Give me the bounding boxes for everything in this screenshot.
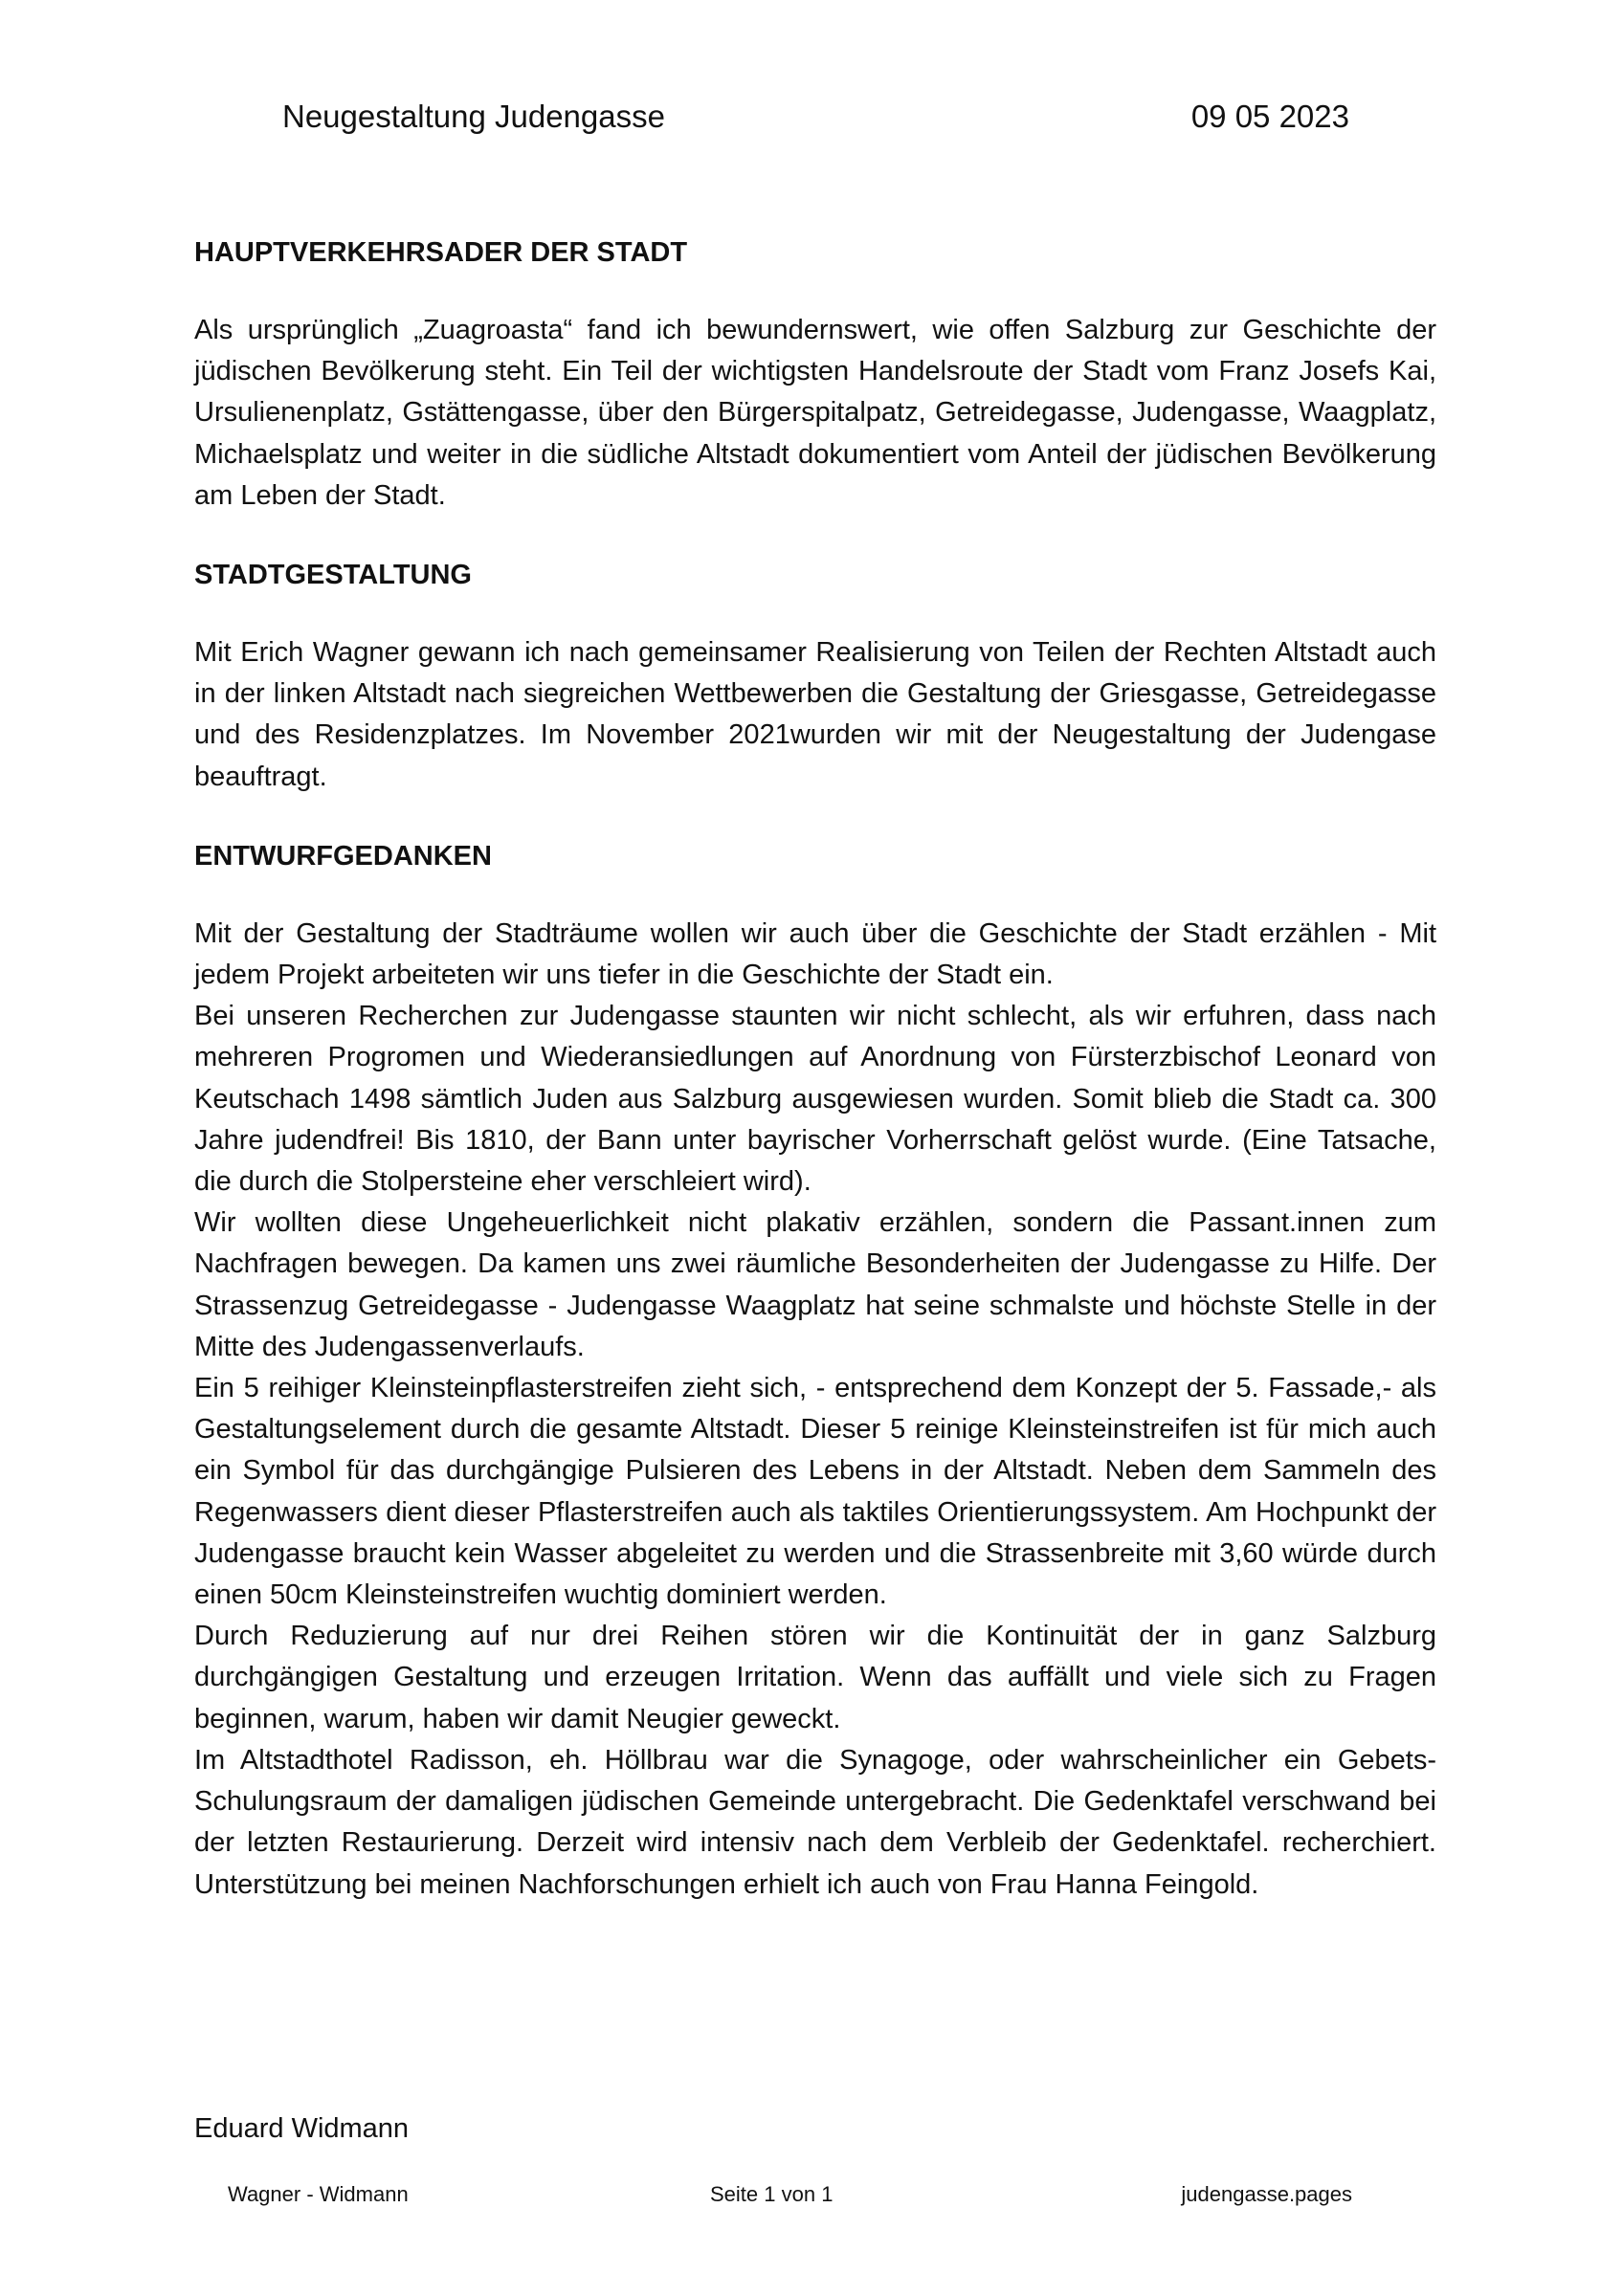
paragraph: Mit der Gestaltung der Stadträume wollen wir auch über die Geschichte der Stadt erzählen - Mit jedem Projekt arbeiteten wir uns tiefer in die Geschichte der Stadt ein. — [194, 917, 1436, 991]
paragraph: Im Altstadthotel Radisson, eh. Höllbrau war die Synagoge, oder wahrscheinlicher ein Gebets- Schulungsraum der damaligen jüdischen Gemeinde untergebracht. Die Gedenktafel verschwand bei der letzten Restaurierung. Derzeit wird intensiv nach dem Verbleib der Gedenktafel. recherchiert. Unterstützung bei meinen Nachforschungen erhielt ich auch von Frau Hanna Feingold. — [194, 1744, 1436, 1900]
footer-author: Wagner - Widmann — [228, 2182, 409, 2206]
paragraph: Bei unseren Recherchen zur Judengasse staunten wir nicht schlecht, als wir erfuhren, dass nach mehreren Progromen und Wiederansiedlungen auf Anordnung von Fürsterzbischof Leonard von Keutschach 1498 sämtlich Juden aus Salzburg ausgewiesen wurden. Somit blieb die Stadt ca. 300 Jahre judendfrei! Bis 1810, der Bann unter bayrischer Vorherrschaft gelöst wurde. (Eine Tatsache, die durch die Stolpersteine eher verschleiert wird). — [194, 1001, 1436, 1198]
section-heading-stadtgestaltung: STADTGESTALTUNG — [194, 560, 472, 591]
paragraph: Als ursprünglich „Zuagroasta“ fand ich bewundernswert, wie offen Salzburg zur Geschichte der jüdischen Bevölkerung steht. Ein Teil der wichtigsten Handelsroute der Stadt vom Franz Josefs Kai, Ursulienenplatz, Gstättengasse, über den Bürgerspitalpatz, Getreidegasse, Judengasse, Waagplatz, Michaelsplatz und weiter in die südliche Altstadt dokumentiert vom Anteil der jüdischen Bevölkerung am Leben der Stadt. — [194, 315, 1436, 511]
paragraph: Ein 5 reihiger Kleinsteinpflasterstreifen zieht sich, - entsprechend dem Konzept der 5. Fassade,- als Gestaltungselement durch die gesamte Altstadt. Dieser 5 reinige Kleinsteinstreifen ist für mich auch ein Symbol für das durchgängige Pulsieren des Lebens in der Altstadt. Neben dem Sammeln des Regenwassers dient dieser Pflasterstreifen auch als taktiles Orientierungssystem. Am Hochpunkt der Judengasse braucht kein Wasser abgeleitet zu werden und die Strassenbreite mit 3,60 würde durch einen 50cm Kleinsteinstreifen wuchtig dominiert werden. — [194, 1373, 1436, 1611]
document-body — [194, 232, 1436, 1906]
author-signature: Eduard Widmann — [194, 2113, 410, 2144]
paragraph: Mit Erich Wagner gewann ich nach gemeinsamer Realisierung von Teilen der Rechten Altstadt auch in der linken Altstadt nach siegreichen Wettbewerben die Gestaltung der Griesgasse, Getreidegasse und des Residenzplatzes. Im November 2021wurden wir mit der Neugestaltung der Judengase beauftragt. — [194, 637, 1436, 792]
document-date: 09 05 2023 — [1190, 99, 1349, 134]
paragraph: Durch Reduzierung auf nur drei Reihen stören wir die Kontinuität der in ganz Salzburg durchgängigen Gestaltung und erzeugen Irritation. Wenn das auffällt und viele sich zu Fragen beginnen, warum, haben wir damit Neugier geweckt. — [194, 1621, 1436, 1734]
section-heading-entwurfgedanken: ENTWURFGEDANKEN — [194, 840, 492, 872]
footer-filename: judengasse.pages — [1181, 2182, 1352, 2206]
document-title: Neugestaltung Judengasse — [282, 99, 665, 134]
footer-page-number: Seite 1 von 1 — [710, 2182, 834, 2206]
section-heading-hauptverkehrsader: HAUPTVERKEHRSADER DER STADT — [194, 237, 688, 268]
paragraph: Wir wollten diese Ungeheuerlichkeit nicht plakativ erzählen, sondern die Passant.innen zum Nachfragen bewegen. Da kamen uns zwei räumliche Besonderheiten der Judengasse zu Hilfe. Der Strassenzug Getreidegasse - Judengasse Waagplatz hat seine schmalste und höchste Stelle in der Mitte des Judengassenverlaufs. — [194, 1207, 1436, 1362]
